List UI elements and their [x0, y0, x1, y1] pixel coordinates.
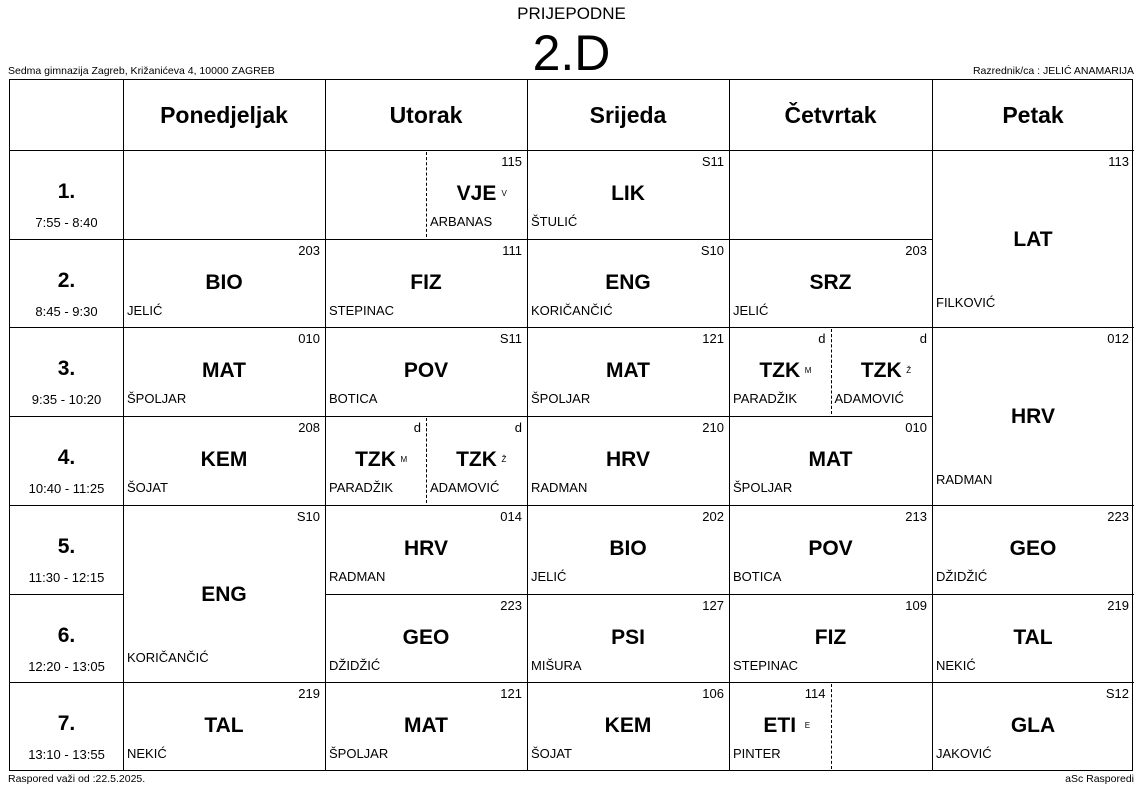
lesson-cell — [426, 150, 527, 239]
split-divider — [831, 329, 832, 414]
room-number: 219 — [298, 686, 320, 702]
row-divider — [10, 505, 123, 506]
room-number: 203 — [298, 242, 320, 258]
group-marker: E — [804, 721, 811, 731]
lesson-cell — [932, 594, 1134, 683]
day-header: Srijeda — [589, 101, 667, 128]
lesson-cell — [325, 505, 527, 594]
lesson-cell — [325, 239, 527, 328]
lesson-cell — [527, 682, 729, 771]
period-number: 7. — [57, 712, 76, 736]
lesson-cell — [123, 682, 325, 771]
day-header: Ponedjeljak — [160, 101, 288, 128]
period-number: 2. — [57, 268, 76, 292]
lesson-cell — [729, 239, 932, 328]
subject: HRV — [1011, 405, 1055, 429]
lesson-cell — [527, 594, 729, 683]
lesson-cell — [729, 594, 932, 683]
teacher-name: RADMAN — [329, 568, 386, 584]
subject: LIK — [611, 182, 645, 205]
room-number: 219 — [1107, 597, 1129, 613]
room-number: d — [919, 331, 927, 347]
lesson-cell — [325, 416, 426, 505]
room-number: 223 — [500, 597, 522, 613]
lesson-cell — [729, 327, 831, 416]
subject: ETI — [763, 714, 797, 738]
subject: MAT — [606, 359, 650, 383]
subject: GEO — [402, 625, 450, 649]
room-number: 010 — [905, 420, 927, 436]
teacher-name: RADMAN — [936, 472, 993, 488]
room-number: S11 — [499, 331, 522, 347]
lesson-cell — [729, 682, 831, 771]
room-number: 208 — [298, 420, 320, 436]
group-marker: Ž — [501, 455, 507, 465]
subject: TAL — [1013, 625, 1053, 649]
teacher-name: ŠPOLJAR — [127, 391, 187, 407]
lesson-cell — [527, 327, 729, 416]
room-number: 109 — [905, 597, 927, 613]
subject: TZK — [759, 359, 801, 383]
lesson-cell — [729, 505, 932, 594]
subject: POV — [403, 359, 449, 383]
room-number: 111 — [502, 242, 522, 258]
lesson-cell — [527, 150, 729, 239]
room-number: 115 — [501, 154, 522, 169]
room-number: S12 — [1105, 686, 1129, 702]
subject: VJE — [456, 182, 497, 205]
teacher-name: ŠPOLJAR — [329, 746, 389, 762]
room-number: 127 — [702, 597, 724, 613]
teacher-name: DŽIDŽIĆ — [329, 657, 381, 673]
subject: SRZ — [809, 270, 852, 294]
lesson-cell — [932, 505, 1134, 594]
lesson-cell — [932, 150, 1134, 327]
room-number: 113 — [1108, 154, 1129, 169]
subject: BIO — [205, 270, 243, 294]
subject: HRV — [404, 536, 448, 560]
teacher-name: RADMAN — [531, 480, 588, 496]
row-divider — [10, 416, 123, 417]
subject: ENG — [201, 582, 247, 606]
period-time: 9:35 - 10:20 — [31, 392, 102, 408]
split-divider — [426, 418, 427, 503]
teacher-name: ADAMOVIĆ — [430, 480, 500, 496]
teacher-name: PARADŽIK — [329, 480, 394, 496]
subject: MAT — [808, 448, 853, 472]
lesson-cell — [123, 505, 325, 682]
period-time: 13:10 - 13:55 — [28, 747, 105, 763]
row-divider — [10, 239, 123, 240]
teacher-name: NEKIĆ — [127, 746, 167, 762]
timetable-grid — [9, 79, 1133, 771]
group-marker: M — [804, 366, 812, 376]
subject: TAL — [204, 714, 244, 738]
room-number: 010 — [298, 331, 320, 347]
room-number: S11 — [701, 154, 724, 169]
teacher-name: BOTICA — [733, 568, 782, 584]
room-number: 203 — [905, 242, 927, 258]
day-header: Utorak — [389, 101, 463, 128]
subject: KEM — [200, 448, 248, 472]
class-name: 2.D — [532, 25, 611, 81]
lesson-cell — [527, 416, 729, 505]
teacher-name: JELIĆ — [733, 302, 769, 318]
lesson-cell — [325, 327, 527, 416]
lesson-cell — [831, 327, 933, 416]
subject: FIZ — [410, 270, 442, 294]
room-number: 012 — [1107, 331, 1129, 347]
day-header: Četvrtak — [784, 101, 877, 128]
teacher-name: ŠOJAT — [127, 480, 168, 496]
room-number: 106 — [702, 686, 724, 702]
teacher-name: KORIČANČIĆ — [531, 302, 613, 318]
room-number: d — [818, 331, 826, 347]
lesson-cell — [123, 239, 325, 328]
period-number: 1. — [57, 180, 76, 203]
teacher-name: JELIĆ — [127, 302, 163, 318]
subject: FIZ — [814, 625, 847, 649]
teacher-name: ŠPOLJAR — [531, 391, 591, 407]
teacher-name: ADAMOVIĆ — [834, 391, 904, 407]
lesson-cell — [123, 416, 325, 505]
teacher-name: PINTER — [733, 746, 781, 762]
lesson-cell — [527, 505, 729, 594]
period-time: 11:30 - 12:15 — [28, 569, 105, 585]
lesson-cell — [325, 682, 527, 771]
room-number: d — [514, 420, 522, 436]
room-number: 114 — [804, 686, 826, 702]
teacher-name: PARADŽIK — [733, 391, 798, 407]
period-time: 10:40 - 11:25 — [28, 481, 105, 497]
valid-from: Raspored važi od :22.5.2025. — [8, 773, 146, 785]
teacher-name: KORIČANČIĆ — [127, 649, 209, 665]
teacher-name: ARBANAS — [430, 214, 493, 229]
subject: PSI — [611, 625, 645, 649]
subject: TZK — [860, 359, 902, 383]
subject: MAT — [404, 714, 448, 738]
class-teacher: Razrednik/ca : JELIĆ ANAMARIJA — [972, 65, 1134, 77]
subject: GLA — [1010, 714, 1056, 738]
lesson-cell — [325, 594, 527, 683]
period-time: 7:55 - 8:40 — [35, 215, 98, 230]
group-marker: M — [400, 455, 408, 465]
school-address: Sedma gimnazija Zagreb, Križanićeva 4, 10000 ZAGREB — [8, 65, 275, 77]
subject: TZK — [456, 448, 497, 472]
teacher-name: NEKIĆ — [936, 657, 976, 673]
lesson-cell — [932, 327, 1134, 504]
subject: POV — [808, 536, 853, 560]
subject: BIO — [609, 536, 647, 560]
teacher-name: STEPINAC — [329, 302, 395, 318]
subject: HRV — [606, 448, 650, 472]
teacher-name: STEPINAC — [733, 657, 799, 673]
teacher-name: ŠOJAT — [531, 746, 572, 762]
period-number: 4. — [57, 446, 76, 470]
room-number: S10 — [700, 242, 724, 258]
software-credit: aSc Rasporedi — [1065, 773, 1134, 785]
subject: GEO — [1009, 536, 1057, 560]
lesson-cell — [426, 416, 527, 505]
teacher-name: DŽIDŽIĆ — [936, 568, 988, 584]
group-marker: V — [501, 189, 507, 198]
teacher-name: JAKOVIĆ — [936, 746, 992, 762]
subject: MAT — [202, 359, 246, 383]
subject: ENG — [605, 270, 651, 294]
split-divider — [831, 684, 832, 769]
row-divider — [10, 327, 123, 328]
subject: LAT — [1013, 228, 1053, 251]
group-marker: Ž — [906, 366, 912, 376]
lesson-cell — [729, 416, 932, 505]
teacher-name: ŠTULIĆ — [531, 214, 578, 229]
period-number: 6. — [57, 623, 76, 647]
teacher-name: MIŠURA — [531, 657, 582, 673]
teacher-name: BOTICA — [329, 391, 378, 407]
subject: KEM — [604, 714, 652, 738]
room-number: 202 — [702, 508, 724, 524]
room-number: 213 — [905, 508, 927, 524]
room-number: 121 — [702, 331, 724, 347]
row-divider — [10, 682, 123, 683]
day-header: Petak — [1002, 101, 1064, 128]
room-number: 210 — [702, 420, 724, 436]
room-number: 014 — [500, 508, 522, 524]
lesson-cell — [527, 239, 729, 328]
subject: TZK — [355, 448, 396, 472]
teacher-name: JELIĆ — [531, 568, 567, 584]
period-time: 8:45 - 9:30 — [35, 303, 98, 319]
room-number: d — [413, 420, 421, 436]
row-divider — [10, 594, 123, 595]
timetable-shift: PRIJEPODNE — [517, 4, 626, 23]
teacher-name: FILKOVIĆ — [936, 295, 996, 310]
period-number: 5. — [57, 534, 76, 558]
teacher-name: ŠPOLJAR — [733, 480, 793, 496]
room-number: 223 — [1107, 508, 1129, 524]
room-number: S10 — [296, 508, 320, 524]
period-time: 12:20 - 13:05 — [28, 658, 105, 674]
split-divider — [426, 152, 427, 237]
lesson-cell — [932, 682, 1134, 771]
room-number: 121 — [500, 686, 522, 702]
period-number: 3. — [57, 357, 76, 381]
lesson-cell — [123, 327, 325, 416]
